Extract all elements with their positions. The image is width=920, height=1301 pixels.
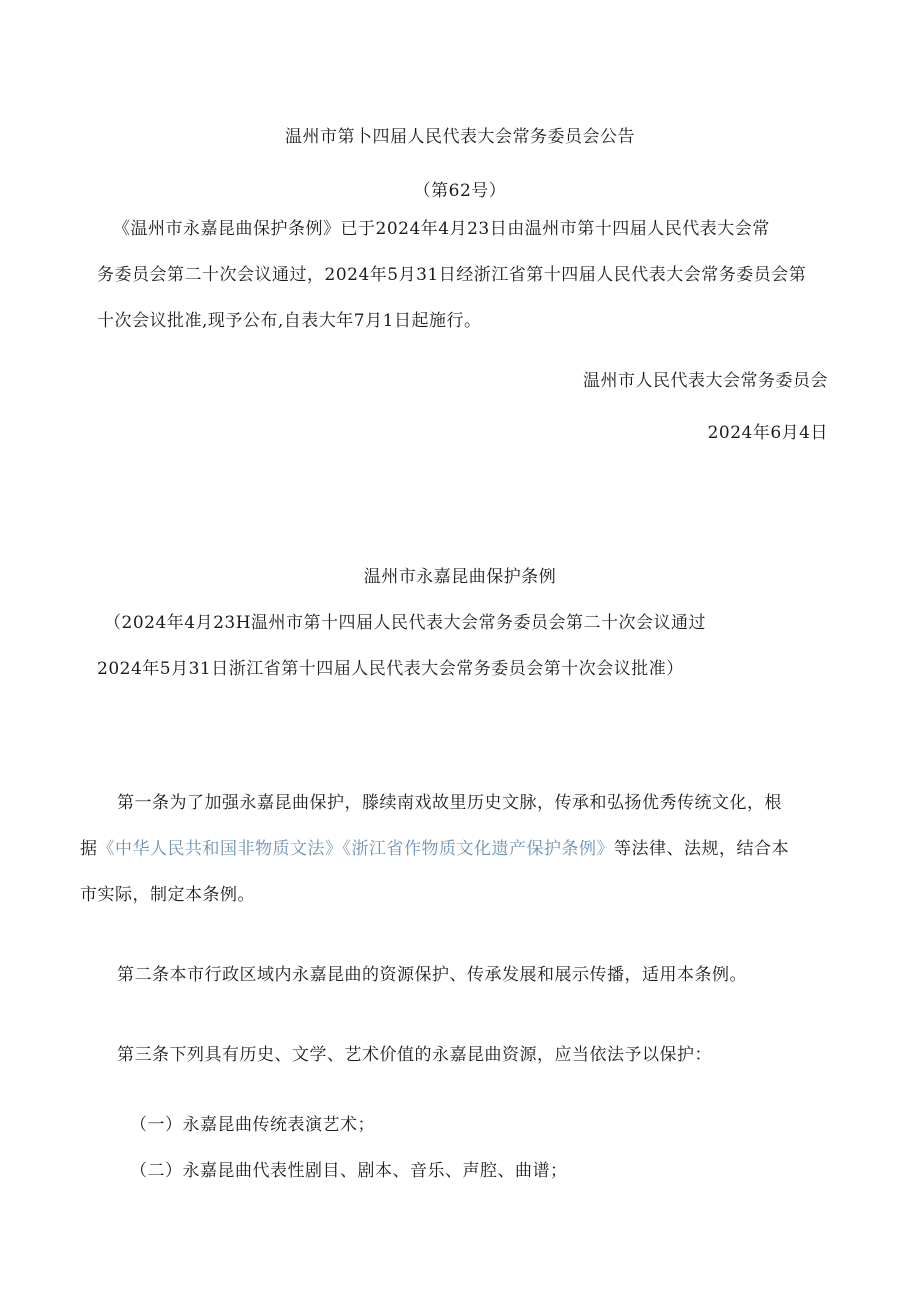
announcement-body-line-3: 十次会议批准,现予公布,自表大年7月1日起施行。 — [97, 311, 482, 331]
article-1-line-1: 第一条为了加强永嘉昆曲保护，滕续南戏故里历史文脉，传承和弘扬优秀传统文化，根 — [117, 793, 782, 813]
announcement-body-line-1: 《温州市永嘉昆曲保护条例》已于2024年4月23日由温州市第十四届人民代表大会常 — [113, 219, 770, 239]
announcement-date: 2024年6月4日 — [707, 423, 828, 443]
law-link-national[interactable]: 《中华人民共和国非物质文法》 — [97, 839, 343, 859]
article-1-line-2 — [80, 838, 789, 860]
announcement-signature: 温州市人民代表大会常务委员会 — [583, 371, 828, 391]
law-link-provincial[interactable]: 《浙江省作物质文化遗产保护条例》 — [342, 839, 614, 859]
regulation-title: 温州市永嘉昆曲保护条例 — [363, 567, 557, 587]
article-3: 第三条下列具有历史、文学、艺术价值的永嘉昆曲资源，应当依法予以保护： — [117, 1045, 712, 1065]
regulation-subtitle-line-2: 2024年5月31日浙江省第十四届人民代表大会常务委员会第十次会议批准） — [97, 659, 684, 679]
announcement-number: （第62号） — [413, 181, 507, 201]
announcement-body-line-2: 务委员会第二十次会议通过，2024年5月31日经浙江省第十四届人民代表大会常务委员会第 — [97, 265, 807, 285]
article-1-suffix: 等法律、法规，结合本 — [614, 839, 789, 859]
announcement-title: 温州市第卜四届人民代表大会常务委员会公告 — [285, 127, 635, 147]
article-2: 第二条本市行政区域内永嘉昆曲的资源保护、传承发展和展示传播，适用本条例。 — [117, 965, 747, 985]
article-1-line-3: 市实际，制定本条例。 — [80, 885, 255, 905]
list-item-1: （一）永嘉昆曲传统表演艺术； — [130, 1115, 375, 1135]
regulation-subtitle-line-1: （2024年4月23H温州市第十四届人民代表大会常务委员会第二十次会议通过 — [104, 613, 707, 633]
list-item-2: （二）永嘉昆曲代表性剧目、剧本、音乐、声腔、曲谱； — [130, 1161, 568, 1181]
article-1-prefix: 据 — [80, 839, 98, 859]
